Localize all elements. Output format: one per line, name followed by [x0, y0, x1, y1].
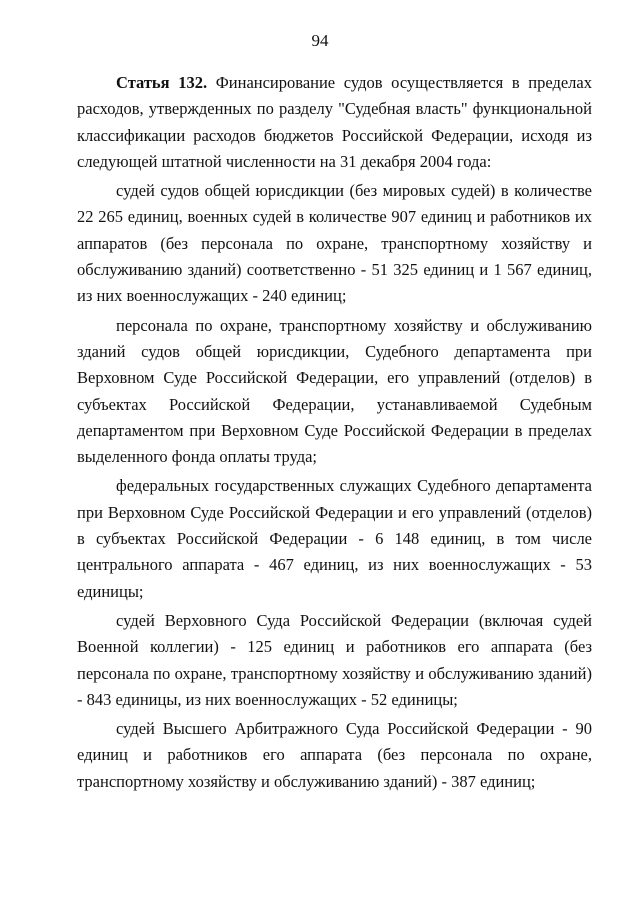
paragraph-supreme-court: судей Верховного Суда Российской Федерации (включая судей Военной коллегии) - 125 единиц и работников его аппарата (без персонала по охране, транспортному хозяйству и обслуживанию зданий) - 843 единицы, из них военнослужащих - 52 единицы;	[77, 610, 592, 709]
paragraph-support-staff: персонала по охране, транспортному хозяйству и обслуживанию зданий судов общей юрисдикции, Судебного департамента при Верховном Суде Российской Федерации, его управлений (отделов) в субъектах Российской Федерации, устанавливаемой Судебным департаментом при Верховном Суде Российской Федерации в пределах выделенного фонда оплаты труда;	[77, 315, 592, 467]
document-body	[77, 70, 592, 795]
paragraph-arbitration-court: судей Высшего Арбитражного Суда Российской Федерации - 90 единиц и работников его аппарата (без персонала по охране, транспортному хозяйству и обслуживанию зданий) - 387 единиц;	[77, 719, 592, 791]
paragraph-judicial-department: федеральных государственных служащих Судебного департамента при Верховном Суде Российской Федерации и его управлений (отделов) в субъектах Российской Федерации - 6 148 единиц, в том числе центрального аппарата - 467 единиц, из них военнослужащих - 53 единицы;	[77, 476, 592, 601]
article-label: Статья 132.	[116, 73, 208, 92]
page-number: 94	[311, 31, 329, 50]
article-intro: Финансирование судов осуществляется в пределах расходов, утвержденных по разделу "Судебная власть" функциональной классификации расходов бюджетов Российской Федерации, исходя из следующей штатной численности на 31 декабря 2004 года:	[77, 73, 592, 171]
paragraph-general-courts: судей судов общей юрисдикции (без мировых судей) в количестве 22 265 единиц, военных судей в количестве 907 единиц и работников их аппаратов (без персонала по охране, транспортному хозяйству и обслуживанию зданий) соответственно - 51 325 единиц и 1 567 единиц, из них военнослужащих - 240 единиц;	[77, 181, 592, 306]
article-paragraph	[77, 70, 592, 175]
